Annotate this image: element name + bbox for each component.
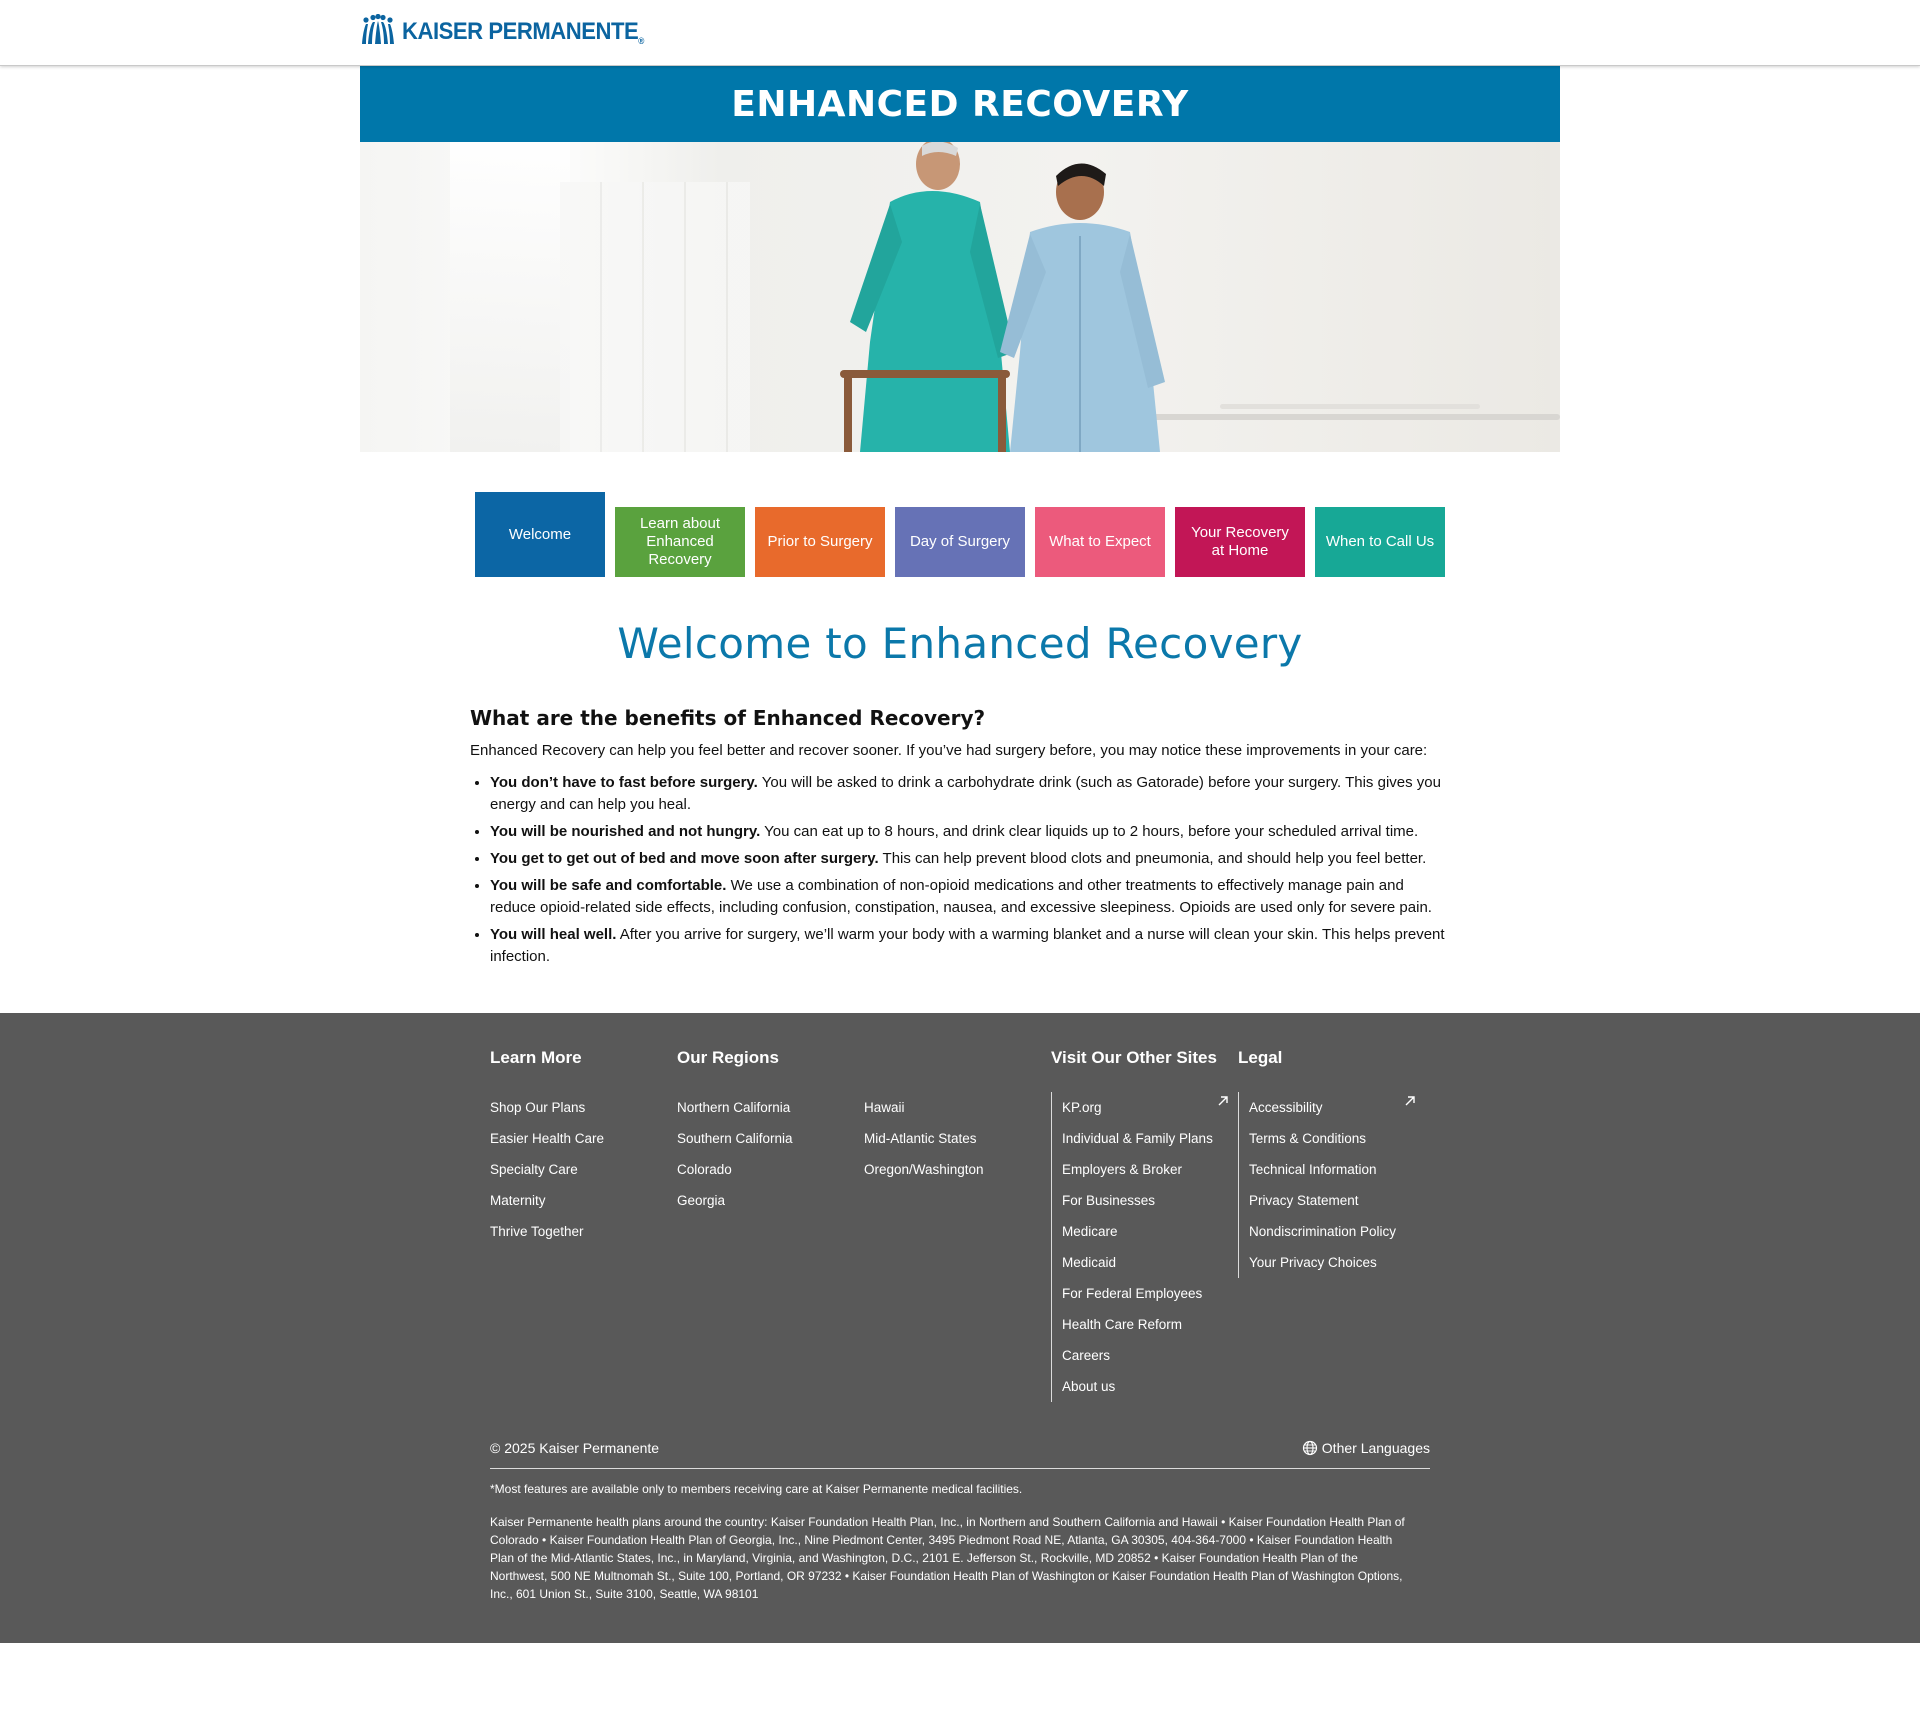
kaiser-logo-link[interactable] <box>360 14 665 46</box>
footer-link[interactable]: Nondiscrimination Policy <box>1249 1224 1397 1239</box>
globe-icon <box>1302 1440 1318 1456</box>
footer-other-sites <box>1051 1048 1238 1402</box>
footer-link[interactable]: Southern California <box>677 1131 793 1146</box>
hero-window-blinds <box>560 182 750 452</box>
tab-welcome[interactable]: Welcome <box>475 492 605 577</box>
copyright: © 2025 Kaiser Permanente <box>490 1440 660 1456</box>
tab-your-recovery-at-home[interactable]: Your Recovery at Home <box>1175 507 1305 577</box>
hero-parallel-bar <box>1140 414 1560 420</box>
footer-link[interactable]: Your Privacy Choices <box>1249 1255 1377 1270</box>
footer-regions <box>677 1048 864 1402</box>
main-content <box>470 619 1450 1013</box>
footer-link[interactable]: Easier Health Care <box>490 1131 605 1146</box>
tab-prior-to-surgery[interactable]: Prior to Surgery <box>755 507 885 577</box>
list-item: • You will be safe and comfortable. We use a combination of non-opioid medications and other treatments to effectively manage pain and reduce opioid-related side effects, including confusion, constipation, nausea, and excessive sleepiness. Opioids are used only for severe pain. <box>490 875 1450 919</box>
footer-link[interactable]: Employers & Broker <box>1062 1162 1183 1177</box>
section-heading: What are the benefits of Enhanced Recovery? <box>470 706 986 730</box>
nurse-figure <box>990 152 1190 452</box>
hero <box>360 66 1560 452</box>
hero-title: ENHANCED RECOVERY <box>731 83 1189 125</box>
external-link-icon <box>1216 1094 1230 1108</box>
footer-link[interactable]: Technical Information <box>1249 1162 1377 1177</box>
benefits-list <box>470 772 1450 968</box>
footer-learn-more <box>490 1048 677 1402</box>
footer-link[interactable]: Individual & Family Plans <box>1062 1131 1213 1146</box>
footer-link[interactable]: Privacy Statement <box>1249 1193 1359 1208</box>
footer-regions-2 <box>864 1048 1051 1402</box>
list-item: • You will be nourished and not hungry. You can eat up to 8 hours, and drink clear liquids up to 2 hours, before your scheduled arrival time. <box>490 821 1450 843</box>
page-title: Welcome to Enhanced Recovery <box>617 619 1303 668</box>
members-disclaimer: *Most features are available only to members receiving care at Kaiser Permanente medical facilities. <box>490 1482 1023 1496</box>
footer-link[interactable]: About us <box>1062 1379 1116 1394</box>
tab-what-to-expect[interactable]: What to Expect <box>1035 507 1165 577</box>
footer-link[interactable]: Colorado <box>677 1162 732 1177</box>
footer-link[interactable]: Thrive Together <box>490 1224 584 1239</box>
footer-link[interactable]: Oregon/Washington <box>864 1162 984 1177</box>
tab-when-to-call-us[interactable]: When to Call Us <box>1315 507 1445 577</box>
footer-link[interactable]: KP.org <box>1062 1100 1102 1115</box>
footer-link[interactable]: Northern California <box>677 1100 791 1115</box>
site-header <box>0 0 1920 66</box>
footer-bottom-bar <box>490 1440 1430 1469</box>
health-plans-text: Kaiser Permanente health plans around the country: Kaiser Foundation Health Plan, Inc., in Northern and Southern California and Hawaii • Kaiser Foundation Health Plan of Colorado • Kaiser Foundation Health Plan of Georgia, Inc., Nine Piedmont Center, 3495 Piedmont Road NE, Atlanta, GA 30305, 404-364-7000 • Kaiser Foundation Health Plan of the Mid-Atlantic States, Inc., in Maryland, Virginia, and Washington, D.C., 2101 E. Jefferson St., Rockville, MD 20852 • Kaiser Foundation Health Plan of the Northwest, 500 NE Multnomah St., Suite 100, Portland, OR 97232 • Kaiser Foundation Health Plan of Washington or Kaiser Foundation Health Plan of Washington Options, Inc., 601 Union St., Suite 3100, Seattle, WA 98101 <box>490 1515 1405 1601</box>
logo-wordmark: KAISER PERMANENTE® <box>402 18 644 46</box>
footer-heading: Our Regions <box>677 1048 780 1067</box>
list-item: • You get to get out of bed and move soon after surgery. This can help prevent blood clots and pneumonia, and should help you feel better. <box>490 848 1450 870</box>
footer-link[interactable]: Health Care Reform <box>1062 1317 1183 1332</box>
intro-paragraph: Enhanced Recovery can help you feel better and recover sooner. If you’ve had surgery before, you may notice these improvements in your care: <box>470 742 1428 759</box>
footer-heading: Learn More <box>490 1048 582 1067</box>
footer-link[interactable]: Specialty Care <box>490 1162 578 1177</box>
hero-parallel-bar <box>1220 404 1480 409</box>
footer-legal <box>1238 1048 1425 1402</box>
footer-heading: Legal <box>1238 1048 1283 1067</box>
footer-link[interactable]: Shop Our Plans <box>490 1100 586 1115</box>
hero-window-light <box>450 142 570 452</box>
footer-link[interactable]: Hawaii <box>864 1100 905 1115</box>
footer-heading: Visit Our Other Sites <box>1051 1048 1217 1067</box>
footer-link[interactable]: Georgia <box>677 1193 726 1208</box>
list-item: • You will heal well. After you arrive for surgery, we’ll warm your body with a warming blanket and a nurse will clean your skin. This helps prevent infection. <box>490 924 1450 968</box>
list-item: • You don’t have to fast before surgery. You will be asked to drink a carbohydrate drink (such as Gatorade) before your surgery. This gives you energy and can help you heal. <box>490 772 1450 816</box>
other-languages-link[interactable]: Other Languages <box>1302 1440 1430 1456</box>
site-footer <box>0 1013 1920 1643</box>
footer-link[interactable]: Accessibility <box>1249 1100 1323 1115</box>
footer-link[interactable]: Terms & Conditions <box>1249 1131 1367 1146</box>
footer-link[interactable]: Medicaid <box>1062 1255 1117 1270</box>
tab-learn-about-enhanced-recovery[interactable]: Learn about Enhanced Recovery <box>615 507 745 577</box>
hero-photo <box>360 142 1560 452</box>
footer-link[interactable]: Maternity <box>490 1193 546 1208</box>
footer-link[interactable]: Medicare <box>1062 1224 1118 1239</box>
footer-link[interactable]: Mid-Atlantic States <box>864 1131 977 1146</box>
hero-banner <box>360 66 1560 142</box>
external-link-icon <box>1403 1094 1417 1108</box>
kaiser-logo-icon <box>360 14 396 46</box>
tab-day-of-surgery[interactable]: Day of Surgery <box>895 507 1025 577</box>
section-nav <box>475 492 1445 577</box>
footer-link[interactable]: For Businesses <box>1062 1193 1156 1208</box>
footer-link[interactable]: Careers <box>1062 1348 1111 1363</box>
footer-link[interactable]: For Federal Employees <box>1062 1286 1203 1301</box>
